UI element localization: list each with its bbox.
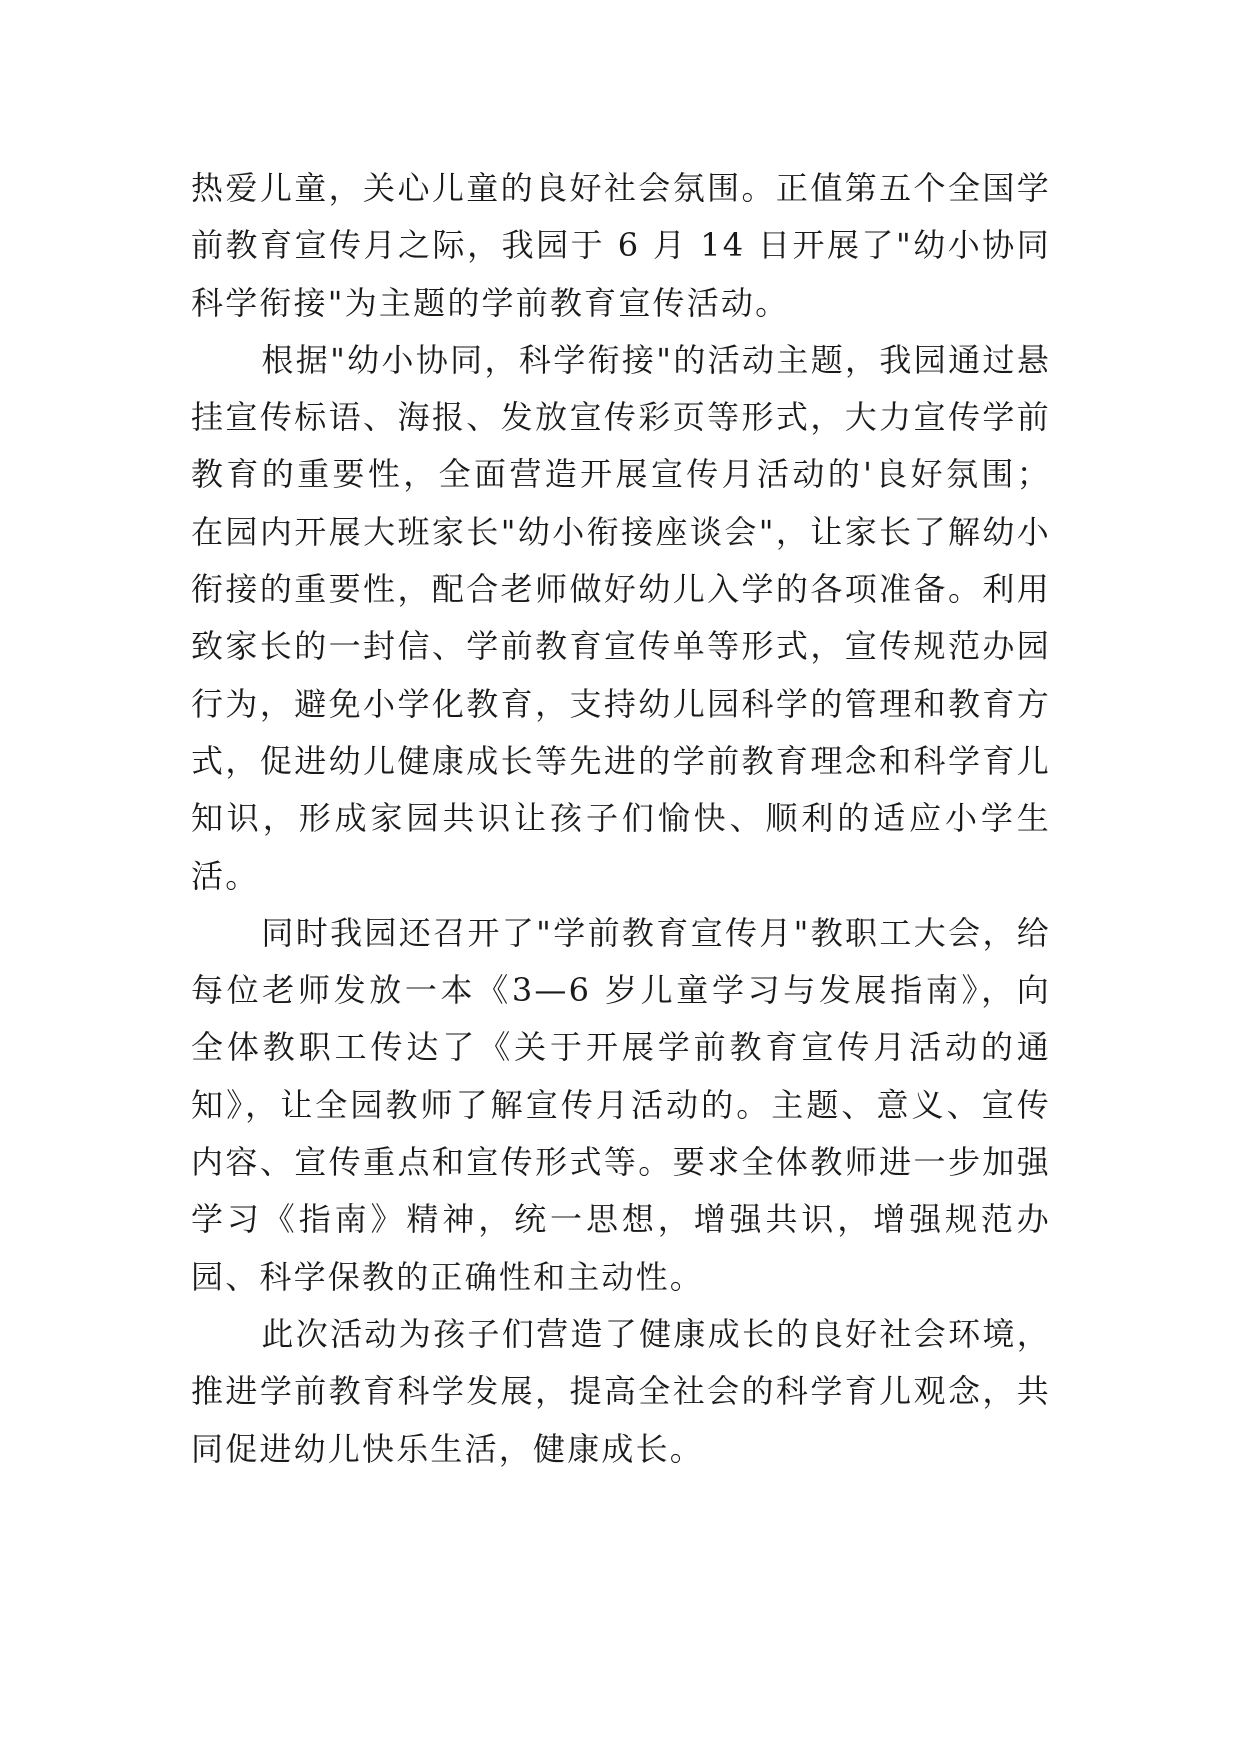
paragraph-3: 同时我园还召开了"学前教育宣传月"教职工大会，给每位老师发放一本《3—6 岁儿童学习与发展指南》，向全体教职工传达了《关于开展学前教育宣传月活动的通知》，让全园教师了解宣传月活动的。主题、意义、宣传内容、宣传重点和宣传形式等。要求全体教师进一步加强学习《指南》精神，统一思想，增强共识，增强规范办园、科学保教的正确性和主动性。 [191, 913, 1051, 1296]
paragraph-1: 热爱儿童，关心儿童的良好社会氛围。正值第五个全国学前教育宣传月之际，我园于 6 月 14 日开展了"幼小协同 科学衔接"为主题的学前教育宣传活动。 [191, 169, 1051, 322]
paragraph-4: 此次活动为孩子们营造了健康成长的良好社会环境，推进学前教育科学发展，提高全社会的科学育儿观念，共同促进幼儿快乐生活，健康成长。 [191, 1314, 1051, 1468]
document-body [191, 160, 1051, 1478]
paragraph-2: 根据"幼小协同，科学衔接"的活动主题，我园通过悬挂宣传标语、海报、发放宣传彩页等形式，大力宣传学前教育的重要性，全面营造开展宣传月活动的'良好氛围；在园内开展大班家长"幼小衔接座谈会"，让家长了解幼小衔接的重要性，配合老师做好幼儿入学的各项准备。利用致家长的一封信、学前教育宣传单等形式，宣传规范办园行为，避免小学化教育，支持幼儿园科学的管理和教育方式，促进幼儿健康成长等先进的学前教育理念和科学育儿知识，形成家园共识让孩子们愉快、顺利的适应小学生活。 [191, 340, 1051, 895]
